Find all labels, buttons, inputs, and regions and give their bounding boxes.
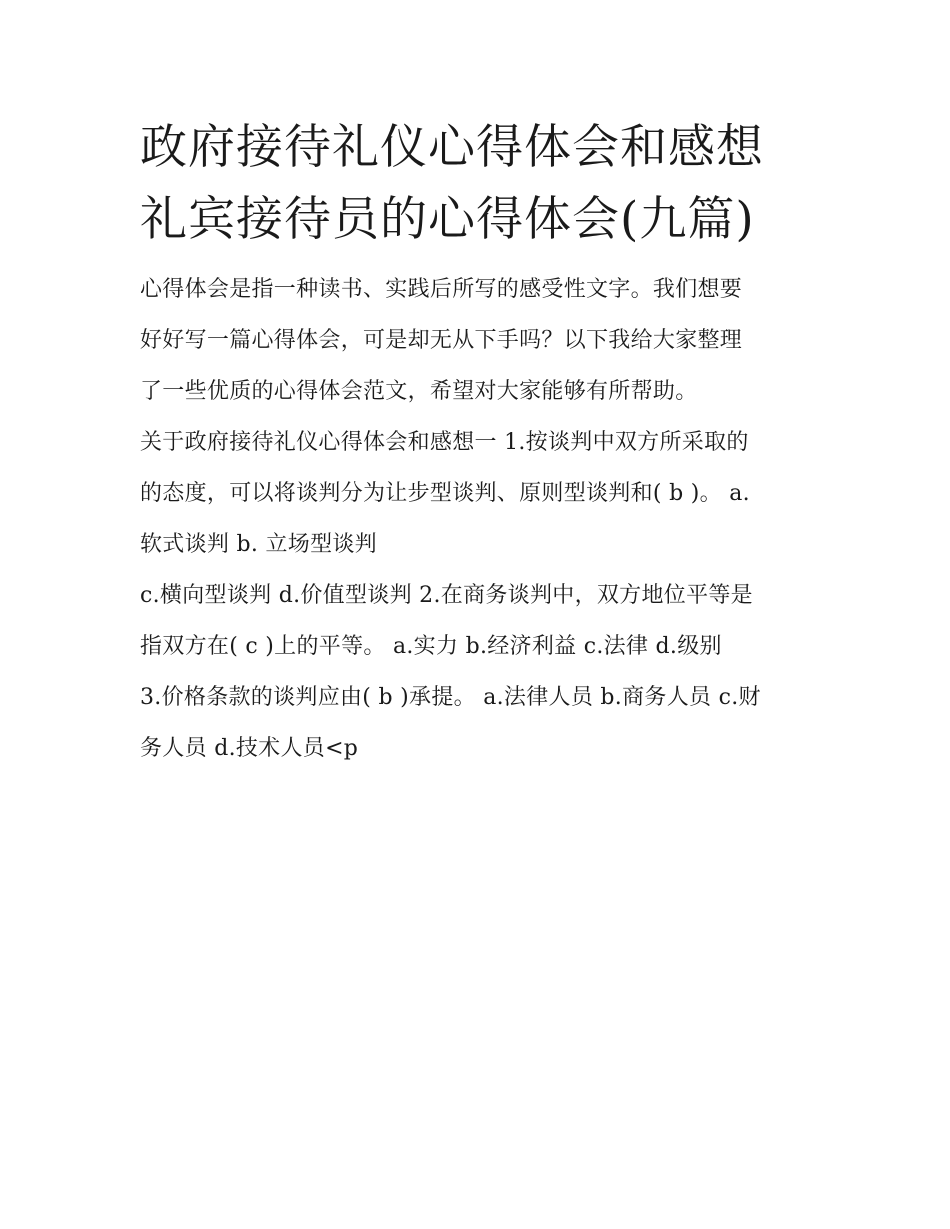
paragraph-line: 好好写一篇心得体会，可是却无从下手吗？以下我给大家整理 <box>140 328 743 353</box>
intro-paragraph <box>140 264 830 417</box>
paragraph-line: 心得体会是指一种读书、实践后所写的感受性文字。我们想要 <box>140 277 743 302</box>
paragraph-line: 指双方在( c )上的平等。 a.实力 b.经济利益 c.法律 d.级别 <box>140 634 722 659</box>
paragraph-line: 的态度，可以将谈判分为让步型谈判、原则型谈判和( b )。 a. <box>140 481 750 506</box>
question-paragraph-2 <box>140 570 830 774</box>
title-line: 政府接待礼仪心得体会和感想 <box>140 120 764 175</box>
question-paragraph-1 <box>140 417 830 570</box>
title-line: 礼宾接待员的心得体会(九篇) <box>140 192 755 247</box>
paragraph-line: 3.价格条款的谈判应由( b )承提。 a.法律人员 b.商务人员 c.财 <box>140 685 761 710</box>
paragraph-line: 了一些优质的心得体会范文，希望对大家能够有所帮助。 <box>140 379 698 404</box>
document-title <box>140 112 830 256</box>
paragraph-line: 务人员 d.技术人员<p <box>140 736 359 761</box>
paragraph-line: 软式谈判 b. 立场型谈判 <box>140 532 377 557</box>
paragraph-line: 关于政府接待礼仪心得体会和感想一 1.按谈判中双方所采取的 <box>140 430 749 455</box>
paragraph-line: c.横向型谈判 d.价值型谈判 2.在商务谈判中，双方地位平等是 <box>140 583 753 608</box>
document-content <box>140 112 830 774</box>
